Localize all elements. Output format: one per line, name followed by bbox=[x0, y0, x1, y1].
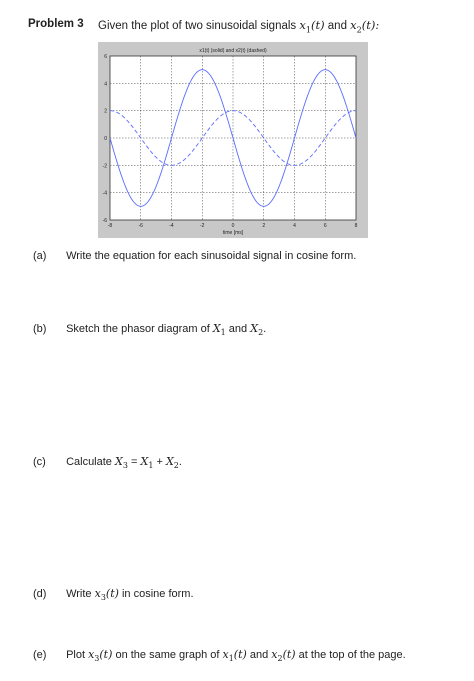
x-tick-label: -6 bbox=[138, 223, 143, 229]
y-tick-label: 4 bbox=[104, 81, 107, 88]
x-axis-label: time [ms] bbox=[222, 230, 244, 236]
X2-symbol: $X_2$ bbox=[250, 322, 264, 338]
y-tick-label: 6 bbox=[104, 54, 107, 60]
x-tick-label: 8 bbox=[354, 223, 358, 229]
question-text: Calculate $X_3 = X_1 + X_2$. bbox=[66, 455, 182, 471]
x-tick-label: -2 bbox=[200, 223, 205, 229]
y-tick-label: -4 bbox=[102, 190, 107, 197]
x-tick-label: -4 bbox=[169, 223, 174, 229]
statement-prefix: Given the plot of two sinusoidal signals bbox=[98, 20, 300, 32]
question-text: Sketch the phasor diagram of $X_1$ and $X_2$. bbox=[66, 322, 267, 338]
question-label: (b) bbox=[33, 323, 47, 335]
question-e bbox=[33, 648, 406, 663]
and-text: and bbox=[324, 20, 351, 32]
question-label: (c) bbox=[33, 456, 46, 468]
question-label: (e) bbox=[33, 649, 47, 661]
y-tick-label: -2 bbox=[102, 163, 107, 170]
y-tick-label: -6 bbox=[102, 218, 107, 224]
signal-plot-figure bbox=[98, 42, 368, 238]
x3-symbol: $x_3(t)$ bbox=[88, 648, 113, 664]
y-tick-label: 0 bbox=[104, 136, 107, 142]
X3-symbol: $X_3$ bbox=[114, 455, 128, 471]
question-text: Plot $x_3(t)$ on the same graph of $x_1(t)$ and $x_2(t)$ at the top of the page. bbox=[66, 648, 406, 664]
question-a bbox=[33, 250, 356, 262]
chart-title: x1(t) (solid) and x2(t) (dashed) bbox=[199, 48, 267, 54]
question-label: (a) bbox=[33, 250, 47, 262]
question-b bbox=[33, 322, 266, 337]
y-tick-label: 2 bbox=[104, 108, 107, 115]
problem-statement bbox=[98, 18, 379, 34]
question-text: Write the equation for each sinusoidal signal in cosine form. bbox=[66, 250, 357, 262]
x2-symbol: $x_2(t)$ bbox=[271, 648, 296, 664]
problem-label: Problem 3 bbox=[28, 18, 84, 30]
x1-symbol: $x_1(t)$ bbox=[222, 648, 247, 664]
x-tick-label: -8 bbox=[107, 223, 113, 229]
x-tick-label: 2 bbox=[262, 223, 266, 229]
signal-plot bbox=[98, 42, 368, 238]
X2-symbol: $X_2$ bbox=[165, 455, 179, 471]
question-c bbox=[33, 455, 182, 470]
x-tick-label: 0 bbox=[231, 223, 235, 229]
question-label: (d) bbox=[33, 588, 47, 600]
X1-symbol: $X_1$ bbox=[212, 322, 226, 338]
x2-symbol: $x_2(t)$: bbox=[350, 18, 380, 35]
x-tick-label: 6 bbox=[323, 223, 327, 229]
X1-symbol: $X_1$ bbox=[140, 455, 154, 471]
x3-symbol: $x_3(t)$ bbox=[94, 587, 119, 603]
question-d bbox=[33, 587, 194, 602]
x1-symbol: $x_1(t)$ bbox=[299, 18, 325, 35]
question-text: Write $x_3(t)$ in cosine form. bbox=[66, 587, 194, 603]
x-tick-label: 4 bbox=[293, 223, 296, 229]
